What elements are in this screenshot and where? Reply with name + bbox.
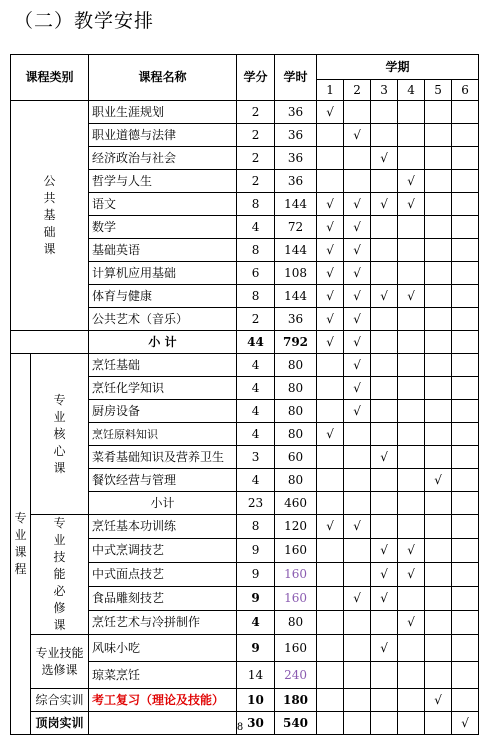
semester-cell — [317, 147, 344, 170]
semester-5-header: 5 — [425, 80, 452, 101]
subtotal-row — [11, 331, 479, 354]
semester-cell — [371, 101, 398, 124]
course-name: 数学 — [89, 216, 237, 239]
practice-comprehensive-label: 综合实训 — [31, 689, 89, 712]
semester-cell — [371, 689, 398, 712]
course-name: 经济政治与社会 — [89, 147, 237, 170]
course-credit: 2 — [237, 147, 275, 170]
semester-cell — [425, 285, 452, 308]
semester-cell: √ — [344, 515, 371, 539]
category-label-line: 专 — [14, 511, 27, 525]
semester-cell — [344, 492, 371, 515]
course-name: 考工复习（理论及技能） — [89, 689, 237, 712]
semester-cell — [317, 400, 344, 423]
course-credit: 8 — [237, 285, 275, 308]
course-credit: 30 — [237, 712, 275, 735]
semester-cell — [452, 377, 479, 400]
semester-cell: √ — [371, 193, 398, 216]
semester-cell — [317, 635, 344, 662]
semester-cell — [452, 635, 479, 662]
semester-cell — [425, 611, 452, 635]
semester-cell — [452, 400, 479, 423]
semester-cell: √ — [344, 124, 371, 147]
teaching-schedule-table — [10, 54, 479, 735]
semester-cell — [425, 587, 452, 611]
semester-cell — [371, 400, 398, 423]
semester-cell — [425, 170, 452, 193]
semester-cell — [452, 147, 479, 170]
semester-cell — [452, 515, 479, 539]
empty-cell — [11, 331, 89, 354]
course-credit: 2 — [237, 308, 275, 331]
semester-cell — [398, 492, 425, 515]
semester-cell: √ — [344, 377, 371, 400]
semester-cell: √ — [317, 216, 344, 239]
course-name: 职业生涯规划 — [89, 101, 237, 124]
course-hours: 72 — [275, 216, 317, 239]
course-hours: 80 — [275, 611, 317, 635]
semester-cell: √ — [317, 308, 344, 331]
subtotal-hours: 792 — [275, 331, 317, 354]
semester-cell: √ — [371, 446, 398, 469]
semester-cell — [398, 239, 425, 262]
course-name: 菜肴基础知识及营养卫生 — [89, 446, 237, 469]
category-core — [31, 354, 89, 515]
course-credit: 8 — [237, 515, 275, 539]
practice-internship-label: 顶岗实训 — [31, 712, 89, 735]
course-credit: 4 — [237, 423, 275, 446]
semester-cell — [425, 377, 452, 400]
semester-cell — [398, 400, 425, 423]
course-name: 琼菜烹饪 — [89, 662, 237, 689]
semester-cell — [371, 492, 398, 515]
semester-cell: √ — [398, 611, 425, 635]
course-name: 风味小吃 — [89, 635, 237, 662]
course-credit: 3 — [237, 446, 275, 469]
semester-cell — [398, 331, 425, 354]
semester-cell: √ — [344, 239, 371, 262]
semester-4-header: 4 — [398, 80, 425, 101]
category-label-line: 选修课 — [41, 662, 78, 677]
semester-cell — [371, 262, 398, 285]
semester-cell — [452, 662, 479, 689]
semester-cell: √ — [344, 308, 371, 331]
semester-cell — [317, 587, 344, 611]
course-hours: 80 — [275, 400, 317, 423]
course-hours: 108 — [275, 262, 317, 285]
semester-cell — [371, 239, 398, 262]
semester-cell — [317, 377, 344, 400]
semester-cell — [398, 147, 425, 170]
header-course: 课程名称 — [89, 55, 237, 101]
semester-cell — [425, 662, 452, 689]
category-label-line: 核 — [53, 426, 66, 441]
semester-cell — [452, 262, 479, 285]
course-hours: 240 — [275, 662, 317, 689]
semester-cell — [371, 662, 398, 689]
semester-cell — [452, 539, 479, 563]
semester-cell: √ — [344, 285, 371, 308]
semester-cell: √ — [371, 587, 398, 611]
header-category: 课程类别 — [11, 55, 89, 101]
course-credit: 9 — [237, 563, 275, 587]
semester-cell — [371, 354, 398, 377]
semester-cell — [371, 377, 398, 400]
course-hours: 120 — [275, 515, 317, 539]
semester-cell — [452, 124, 479, 147]
semester-cell — [452, 331, 479, 354]
course-credit: 14 — [237, 662, 275, 689]
category-label-line: 业 — [53, 533, 66, 547]
course-name: 厨房设备 — [89, 400, 237, 423]
semester-cell: √ — [344, 262, 371, 285]
course-hours: 540 — [275, 712, 317, 735]
semester-cell: √ — [317, 331, 344, 354]
semester-cell — [452, 446, 479, 469]
semester-cell — [344, 689, 371, 712]
course-name: 哲学与人生 — [89, 170, 237, 193]
semester-cell — [371, 331, 398, 354]
semester-cell — [425, 515, 452, 539]
semester-cell: √ — [317, 101, 344, 124]
semester-cell — [452, 563, 479, 587]
semester-cell: √ — [317, 285, 344, 308]
course-hours: 180 — [275, 689, 317, 712]
table-row — [11, 635, 479, 662]
category-label-line: 课 — [53, 460, 66, 475]
category-label-line: 必 — [53, 584, 66, 598]
course-hours: 36 — [275, 308, 317, 331]
category-label-line: 公 — [43, 174, 56, 188]
semester-cell — [398, 662, 425, 689]
semester-cell — [452, 423, 479, 446]
category-label-line: 专 — [53, 392, 66, 407]
course-credit: 2 — [237, 170, 275, 193]
semester-cell — [398, 635, 425, 662]
semester-cell — [398, 515, 425, 539]
semester-cell — [344, 563, 371, 587]
course-hours: 80 — [275, 354, 317, 377]
category-label-line: 程 — [14, 562, 27, 576]
category-label-line: 心 — [53, 443, 66, 458]
semester-cell — [425, 446, 452, 469]
semester-cell: √ — [371, 147, 398, 170]
semester-cell — [425, 400, 452, 423]
section-heading: （二）教学安排 — [14, 10, 155, 32]
course-name: 计算机应用基础 — [89, 262, 237, 285]
category-label-line: 课 — [53, 618, 66, 632]
category-label-line: 业 — [14, 528, 27, 542]
category-label-line: 础 — [43, 225, 56, 239]
course-hours: 160 — [275, 587, 317, 611]
table-row — [11, 101, 479, 124]
course-name: 语文 — [89, 193, 237, 216]
semester-cell — [317, 611, 344, 635]
semester-cell: √ — [371, 563, 398, 587]
semester-cell: √ — [317, 515, 344, 539]
subtotal-label: 小计 — [89, 492, 237, 515]
table-row — [11, 689, 479, 712]
semester-cell — [398, 216, 425, 239]
semester-cell — [344, 101, 371, 124]
semester-cell — [371, 515, 398, 539]
course-hours: 36 — [275, 124, 317, 147]
course-credit: 9 — [237, 539, 275, 563]
course-name: 体育与健康 — [89, 285, 237, 308]
semester-cell — [452, 239, 479, 262]
semester-cell: √ — [317, 423, 344, 446]
course-name: 烹饪基础 — [89, 354, 237, 377]
course-hours: 144 — [275, 285, 317, 308]
semester-cell — [371, 423, 398, 446]
semester-cell — [398, 587, 425, 611]
subtotal-credit: 23 — [237, 492, 275, 515]
category-label-line: 课 — [43, 242, 56, 256]
course-hours: 160 — [275, 635, 317, 662]
course-credit: 4 — [237, 354, 275, 377]
semester-cell: √ — [317, 193, 344, 216]
course-credit: 8 — [237, 239, 275, 262]
category-label-line: 共 — [43, 191, 56, 205]
semester-cell — [452, 611, 479, 635]
semester-cell — [452, 492, 479, 515]
semester-cell: √ — [344, 193, 371, 216]
semester-cell: √ — [344, 587, 371, 611]
semester-cell — [425, 239, 452, 262]
semester-cell — [425, 101, 452, 124]
semester-cell: √ — [317, 239, 344, 262]
course-name: 职业道德与法律 — [89, 124, 237, 147]
semester-cell: √ — [398, 563, 425, 587]
category-skill-required — [31, 515, 89, 635]
course-credit: 6 — [237, 262, 275, 285]
semester-cell — [398, 446, 425, 469]
course-name: 基础英语 — [89, 239, 237, 262]
category-label-line: 基 — [43, 208, 56, 222]
semester-cell — [398, 469, 425, 492]
course-credit: 4 — [237, 377, 275, 400]
category-label-line: 技 — [53, 550, 66, 564]
semester-cell: √ — [371, 539, 398, 563]
semester-cell — [317, 563, 344, 587]
course-name: 中式烹调技艺 — [89, 539, 237, 563]
course-hours: 36 — [275, 101, 317, 124]
semester-cell — [317, 492, 344, 515]
semester-cell — [398, 689, 425, 712]
semester-cell — [344, 423, 371, 446]
semester-cell — [371, 124, 398, 147]
semester-cell: √ — [371, 285, 398, 308]
semester-cell — [425, 216, 452, 239]
semester-cell — [452, 101, 479, 124]
semester-cell — [398, 308, 425, 331]
semester-cell — [371, 216, 398, 239]
semester-cell — [425, 635, 452, 662]
semester-cell — [344, 662, 371, 689]
semester-cell: √ — [344, 331, 371, 354]
semester-cell — [398, 377, 425, 400]
semester-cell — [425, 308, 452, 331]
semester-6-header: 6 — [452, 80, 479, 101]
semester-cell — [317, 354, 344, 377]
header-semester: 学期 — [317, 55, 479, 80]
course-credit: 4 — [237, 216, 275, 239]
semester-cell — [344, 539, 371, 563]
page-number: 8 — [236, 722, 244, 733]
course-name: 中式面点技艺 — [89, 563, 237, 587]
course-hours: 80 — [275, 423, 317, 446]
semester-cell: √ — [344, 216, 371, 239]
semester-cell — [452, 354, 479, 377]
semester-cell — [425, 354, 452, 377]
semester-cell — [371, 469, 398, 492]
semester-cell — [452, 216, 479, 239]
semester-cell — [452, 469, 479, 492]
course-credit: 2 — [237, 124, 275, 147]
semester-cell — [425, 262, 452, 285]
semester-cell — [398, 423, 425, 446]
semester-cell — [344, 147, 371, 170]
semester-cell: √ — [317, 262, 344, 285]
semester-cell — [371, 170, 398, 193]
header-credit: 学分 — [237, 55, 275, 101]
header-hours: 学时 — [275, 55, 317, 101]
semester-cell — [452, 587, 479, 611]
semester-cell — [425, 423, 452, 446]
semester-cell — [452, 285, 479, 308]
semester-cell: √ — [425, 689, 452, 712]
semester-cell — [425, 563, 452, 587]
course-name: 烹饪基本功训练 — [89, 515, 237, 539]
category-label-line: 能 — [53, 567, 66, 581]
course-name: 餐饮经营与管理 — [89, 469, 237, 492]
semester-cell — [344, 170, 371, 193]
subtotal-credit: 44 — [237, 331, 275, 354]
course-hours: 80 — [275, 469, 317, 492]
semester-cell — [317, 662, 344, 689]
semester-cell — [452, 308, 479, 331]
course-hours: 144 — [275, 193, 317, 216]
course-hours: 36 — [275, 170, 317, 193]
semester-cell — [317, 539, 344, 563]
subtotal-hours: 460 — [275, 492, 317, 515]
semester-cell: √ — [344, 354, 371, 377]
category-major — [11, 354, 31, 735]
semester-cell: √ — [398, 170, 425, 193]
course-credit: 10 — [237, 689, 275, 712]
course-credit: 4 — [237, 469, 275, 492]
category-label-line: 专 — [53, 516, 66, 530]
category-skill-elective — [31, 635, 89, 689]
course-hours: 36 — [275, 147, 317, 170]
table-row — [11, 515, 479, 539]
semester-cell — [344, 611, 371, 635]
semester-cell — [344, 635, 371, 662]
subtotal-label: 小 计 — [89, 331, 237, 354]
course-hours: 80 — [275, 377, 317, 400]
semester-2-header: 2 — [344, 80, 371, 101]
category-label-line: 业 — [53, 409, 66, 424]
course-name: 食品雕刻技艺 — [89, 587, 237, 611]
semester-cell — [344, 469, 371, 492]
semester-cell — [452, 193, 479, 216]
course-hours: 160 — [275, 539, 317, 563]
semester-cell — [344, 446, 371, 469]
semester-1-header: 1 — [317, 80, 344, 101]
semester-3-header: 3 — [371, 80, 398, 101]
semester-cell: √ — [398, 193, 425, 216]
semester-cell — [317, 124, 344, 147]
semester-cell — [398, 124, 425, 147]
course-name: 烹饪原料知识 — [89, 423, 237, 446]
semester-cell — [398, 262, 425, 285]
semester-cell — [371, 611, 398, 635]
semester-cell — [317, 170, 344, 193]
category-label-line: 专业技能 — [35, 645, 84, 660]
semester-cell — [371, 308, 398, 331]
semester-cell: √ — [371, 635, 398, 662]
semester-cell — [317, 689, 344, 712]
semester-cell — [425, 539, 452, 563]
semester-cell: √ — [398, 285, 425, 308]
semester-cell — [317, 469, 344, 492]
course-name: 烹饪化学知识 — [89, 377, 237, 400]
semester-cell — [425, 331, 452, 354]
category-public — [11, 101, 89, 331]
course-credit: 9 — [237, 635, 275, 662]
course-name: 公共艺术（音乐） — [89, 308, 237, 331]
course-name: 烹饪艺术与冷拼制作 — [89, 611, 237, 635]
semester-cell: √ — [344, 400, 371, 423]
course-credit: 4 — [237, 400, 275, 423]
course-hours: 144 — [275, 239, 317, 262]
semester-cell — [398, 354, 425, 377]
semester-cell — [425, 492, 452, 515]
course-credit: 9 — [237, 587, 275, 611]
semester-cell — [425, 124, 452, 147]
semester-cell — [425, 193, 452, 216]
course-credit: 8 — [237, 193, 275, 216]
semester-cell — [425, 147, 452, 170]
course-credit: 2 — [237, 101, 275, 124]
semester-cell: √ — [398, 539, 425, 563]
course-credit: 4 — [237, 611, 275, 635]
semester-cell: √ — [452, 712, 479, 735]
category-label-line: 课 — [14, 545, 27, 559]
course-hours: 160 — [275, 563, 317, 587]
course-hours: 60 — [275, 446, 317, 469]
semester-cell — [398, 101, 425, 124]
semester-cell — [317, 446, 344, 469]
semester-cell: √ — [425, 469, 452, 492]
semester-cell — [452, 689, 479, 712]
semester-cell — [452, 170, 479, 193]
category-label-line: 修 — [53, 601, 66, 615]
table-row — [11, 354, 479, 377]
